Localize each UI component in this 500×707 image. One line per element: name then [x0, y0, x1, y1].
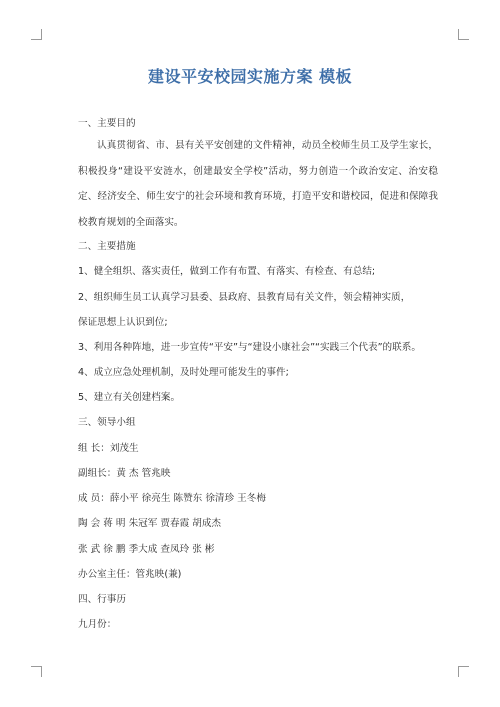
- september-label: 九月份：: [78, 619, 117, 630]
- office-director-line: 办公室主任：管兆映(兼): [78, 569, 182, 580]
- crop-mark-top-right: [458, 29, 469, 40]
- crop-mark-top-left: [31, 29, 42, 40]
- leader-line: 组 长：刘茂生: [78, 443, 139, 454]
- section-heading-leadership: 三、领导小组: [78, 417, 136, 428]
- section-heading-measures: 二、主要措施: [78, 241, 136, 252]
- document-title: 建设平安校园实施方案 模板: [147, 67, 353, 86]
- purpose-paragraph: 认真贯彻省、市、县有关平安创建的文件精神，动员全校师生员工及学生家长，积极投身“建设平安涟水，创建最安全学校”活动，努力创造一个政治安定、治安稳定、经济安全、师生安宁的社会环境和教育环境，打造平安和谐校园，促进和保障我校教育规划的全面落实。: [78, 140, 438, 228]
- crop-mark-bottom-right: [458, 666, 469, 677]
- measure-item-1: 1、健全组织、落实责任，做到工作有布置、有落实、有检查、有总结;: [78, 266, 376, 277]
- measure-item-4: 4、成立应急处理机制，及时处理可能发生的事件;: [78, 367, 289, 378]
- measure-item-2-line-2: 保证思想上认识到位;: [78, 317, 168, 328]
- measure-item-2-line-1: 2、组织师生员工认真学习县委、县政府、县教育局有关文件，领会精神实质，: [78, 292, 411, 303]
- section-heading-schedule: 四、行事历: [78, 594, 126, 605]
- deputy-leader-line: 副组长：黄 杰 管兆映: [78, 468, 171, 479]
- section-heading-purpose: 一、主要目的: [78, 118, 136, 129]
- measure-item-3: 3、利用各种阵地，进一步宣传“平安”与“建设小康社会”“实践三个代表”的联系。: [78, 342, 421, 353]
- members-line-2: 陶 会 蒋 明 朱冠军 贾春霞 胡成杰: [78, 518, 222, 529]
- crop-mark-bottom-left: [31, 666, 42, 677]
- measure-item-5: 5、建立有关创建档案。: [78, 392, 181, 403]
- members-line-1: 成 员：薛小平 徐亮生 陈赞东 徐清珍 王冬梅: [78, 493, 266, 504]
- members-line-3: 张 武 徐 鹏 季大成 查凤玲 张 彬: [78, 544, 215, 555]
